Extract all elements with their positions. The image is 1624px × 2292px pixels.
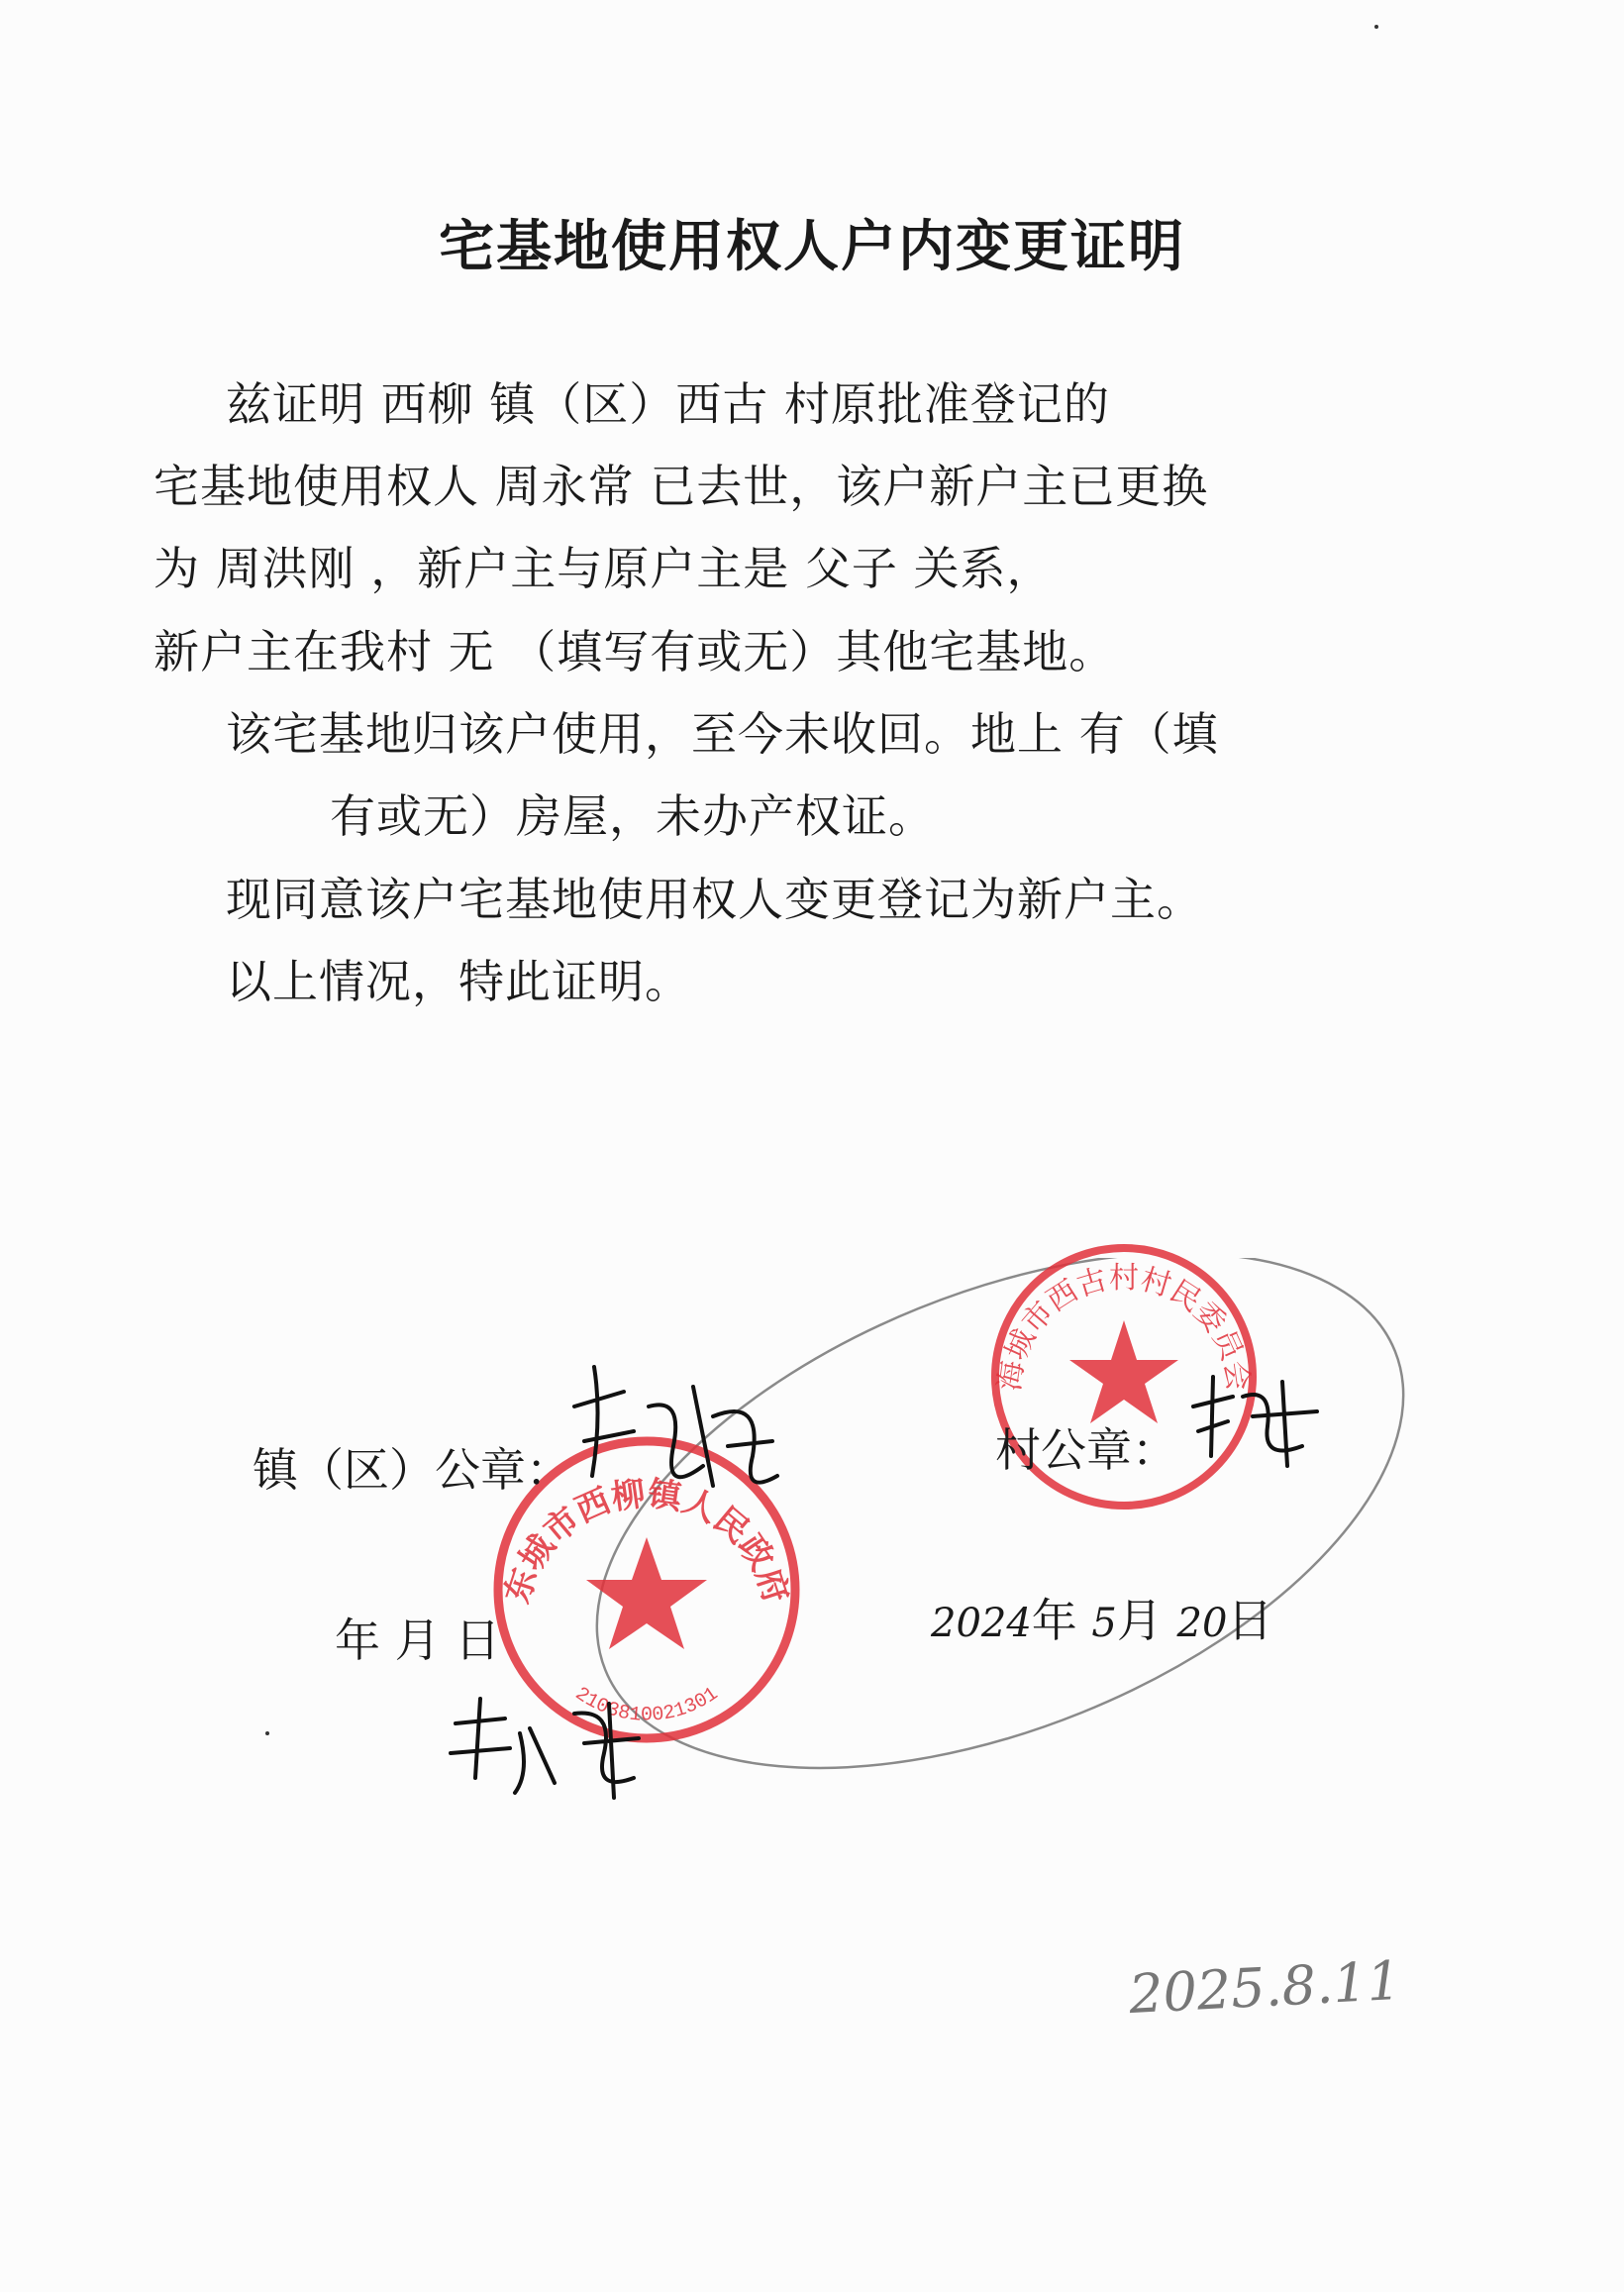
date-day-handwritten: 20 <box>1176 1601 1228 1646</box>
document-title: 宅基地使用权人户内变更证明 <box>439 215 1185 279</box>
town-seal-code: 2103810021301 <box>570 1683 723 1727</box>
body-line-4: 新户主在我村 无 （填写有或无）其他宅基地。 <box>153 625 1116 678</box>
town-signature <box>564 1347 792 1525</box>
town-seal-label: 镇（区）公章： <box>253 1443 571 1497</box>
body-line-8: 以上情况，特此证明。 <box>226 955 691 1008</box>
ink-speck <box>265 1731 269 1735</box>
pencil-date: 2025.8.11 <box>1127 1948 1403 2027</box>
date-month-char: 月 <box>1116 1594 1163 1647</box>
body-line-1: 兹证明 西柳 镇（区）西古 村原批准登记的 <box>226 377 1110 431</box>
town-date-label: 年 月 日 <box>335 1614 501 1667</box>
body-line-3: 为 周洪刚 ，新户主与原户主是 父子 关系， <box>153 542 1054 595</box>
date-year-char: 年 <box>1031 1594 1077 1647</box>
village-seal-label: 村公章： <box>995 1423 1177 1477</box>
town-seal-text: 东城市西柳镇人民政府 <box>498 1475 795 1608</box>
body-line-6: 有或无）房屋，未办产权证。 <box>330 789 935 843</box>
body-line-7: 现同意该户宅基地使用权人变更登记为新户主。 <box>226 873 1203 926</box>
body-line-2: 宅基地使用权人 周永常 已去世，该户新户主已更换 <box>153 460 1209 513</box>
date-month-handwritten: 5 <box>1091 1601 1117 1646</box>
date-day-char: 日 <box>1227 1594 1273 1647</box>
village-seal-text: 海城市西古村村民委员会 <box>993 1262 1255 1394</box>
village-signature <box>1183 1367 1332 1476</box>
body-line-5: 该宅基地归该户使用，至今未收回。地上 有（填 <box>226 707 1219 761</box>
village-date <box>931 1585 1272 1650</box>
ink-speck <box>1374 25 1378 29</box>
town-signature-second <box>436 1684 663 1813</box>
date-year-handwritten: 2024 <box>931 1601 1032 1646</box>
